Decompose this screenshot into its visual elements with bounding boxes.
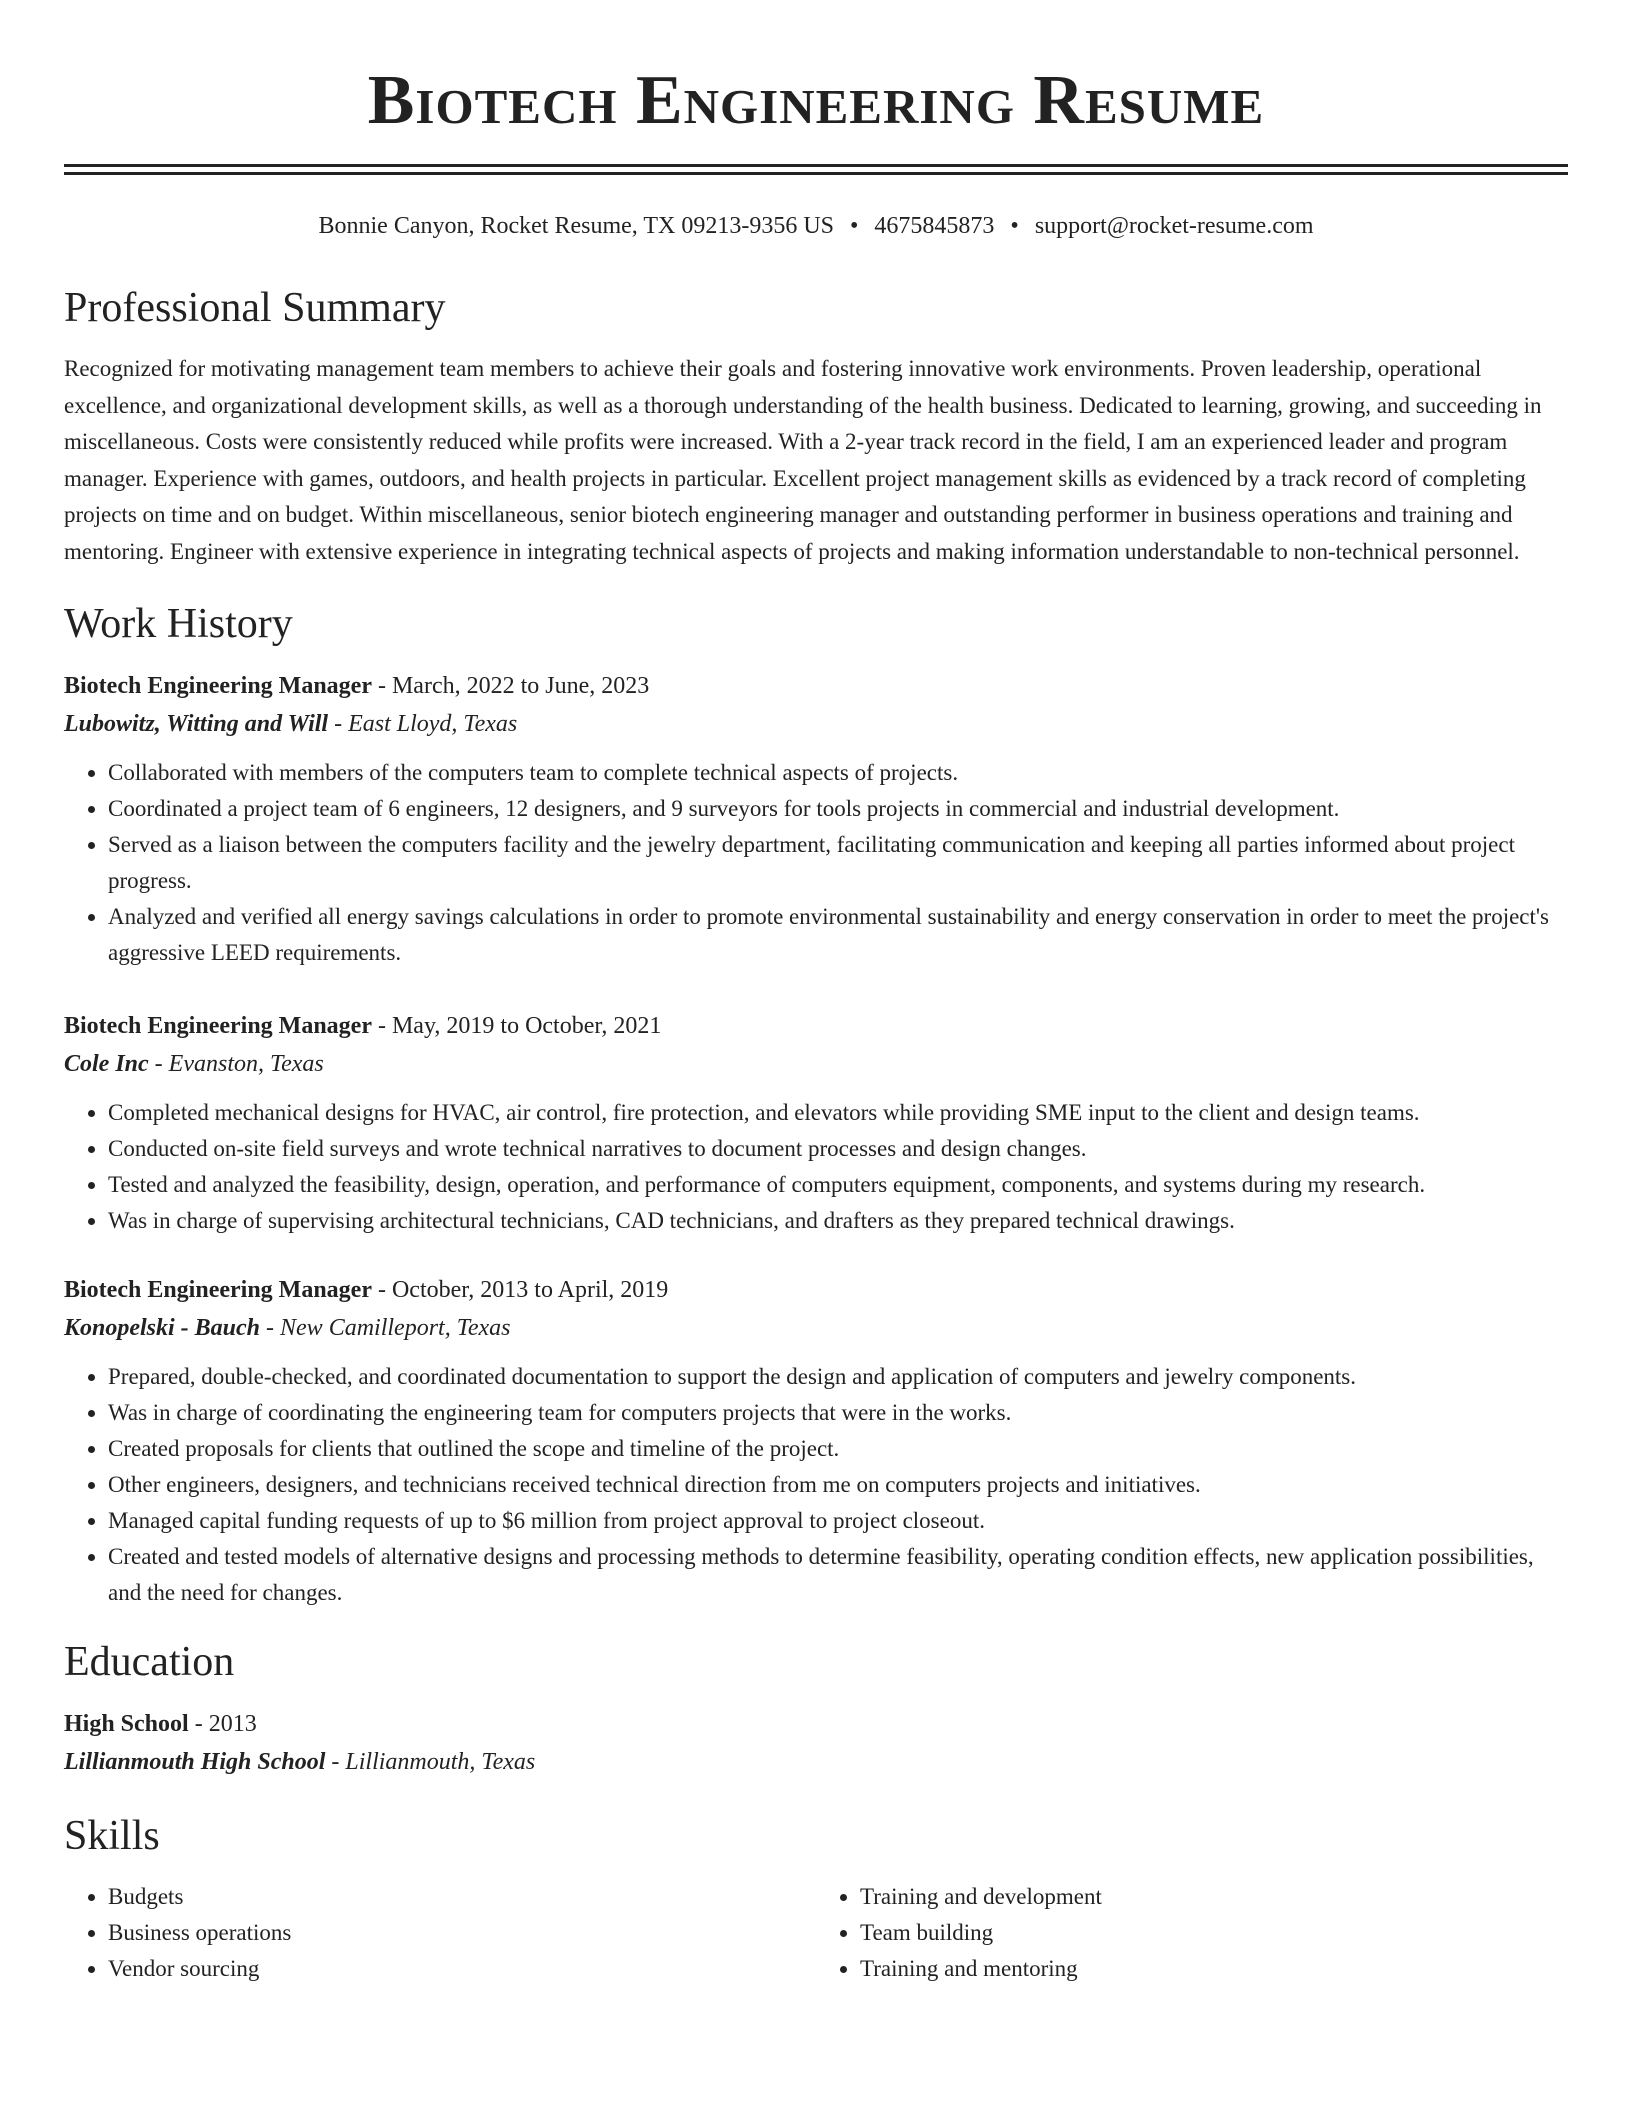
company-location: - East Lloyd, Texas — [328, 710, 518, 737]
job-bullets — [64, 1359, 1568, 1611]
contact-separator: • — [850, 213, 859, 239]
company-name: Konopelski - Bauch — [64, 1314, 261, 1341]
school-line — [64, 1743, 1568, 1781]
job-bullet: • Tested and analyzed the feasibility, design, operation, and performance of computers equipment, components, and systems during my research. — [108, 1167, 1568, 1203]
degree-line — [64, 1705, 1568, 1743]
skill-item: • Vendor sourcing — [108, 1951, 816, 1987]
resume-title: Biotech Engineering Resume — [367, 62, 1265, 139]
job-entry — [64, 667, 1568, 971]
job-dates: - October, 2013 to April, 2019 — [371, 1276, 669, 1303]
skill-item: • Training and mentoring — [860, 1951, 1568, 1987]
skill-item: • Team building — [860, 1915, 1568, 1951]
company-location: - New Camilleport, Texas — [260, 1314, 511, 1341]
contact-email: support@rocket-resume.com — [1034, 213, 1314, 239]
job-bullet: • Was in charge of supervising architectural technicians, CAD technicians, and drafters as they prepared technical drawings. — [108, 1203, 1568, 1239]
job-bullet: • Created proposals for clients that outlined the scope and timeline of the project. — [108, 1431, 1568, 1467]
job-bullet: • Was in charge of coordinating the engineering team for computers projects that were in the works. — [108, 1395, 1568, 1431]
job-bullet: • Conducted on-site field surveys and wrote technical narratives to document processes and design changes. — [108, 1131, 1568, 1167]
skills-list — [64, 1879, 1568, 1987]
job-bullet: • Analyzed and verified all energy savings calculations in order to promote environmental sustainability and energy conservation in order to meet the project's aggressive LEED requirements. — [108, 899, 1568, 971]
skill-item: • Training and development — [860, 1879, 1568, 1915]
education-entry — [64, 1705, 1568, 1781]
job-title-line — [64, 667, 1568, 705]
job-bullet: • Served as a liaison between the computers facility and the jewelry department, facilitating communication and keeping all parties informed about project progress. — [108, 827, 1568, 899]
skill-item: • Business operations — [108, 1915, 816, 1951]
degree: High School — [64, 1710, 189, 1737]
job-bullet: • Completed mechanical designs for HVAC, air control, fire protection, and elevators while providing SME input to the client and design teams. — [108, 1095, 1568, 1131]
skill-item: • Budgets — [108, 1879, 816, 1915]
job-title: Biotech Engineering Manager — [64, 1012, 372, 1039]
job-title: Biotech Engineering Manager — [64, 672, 372, 699]
school-name: Lillianmouth High School — [64, 1748, 326, 1775]
school-location: - Lillianmouth, Texas — [325, 1748, 536, 1775]
job-bullets — [64, 755, 1568, 971]
contact-phone: 4675845873 — [874, 213, 995, 239]
skills-column-right — [816, 1879, 1568, 1987]
job-title: Biotech Engineering Manager — [64, 1276, 372, 1303]
contact-separator: • — [1010, 213, 1019, 239]
contact-line — [64, 211, 1568, 241]
job-dates: - May, 2019 to October, 2021 — [371, 1012, 662, 1039]
job-bullet: • Managed capital funding requests of up to $6 million from project approval to project closeout. — [108, 1503, 1568, 1539]
company-location: - Evanston, Texas — [148, 1050, 324, 1077]
contact-address: Bonnie Canyon, Rocket Resume, TX 09213-9356 US — [318, 213, 835, 239]
job-bullet: • Collaborated with members of the computers team to complete technical aspects of projects. — [108, 755, 1568, 791]
job-entry — [64, 1271, 1568, 1611]
job-entry — [64, 1007, 1568, 1239]
job-bullet: • Other engineers, designers, and technicians received technical direction from me on computers projects and initiatives. — [108, 1467, 1568, 1503]
job-bullet: • Coordinated a project team of 6 engineers, 12 designers, and 9 surveyors for tools projects in commercial and industrial development. — [108, 791, 1568, 827]
company-line — [64, 1045, 1568, 1083]
work-history-heading: Work History — [64, 600, 293, 647]
title-divider — [64, 164, 1568, 175]
skills-column-left — [64, 1879, 816, 1987]
job-bullet: • Prepared, double-checked, and coordinated documentation to support the design and application of computers and jewelry components. — [108, 1359, 1568, 1395]
company-line — [64, 705, 1568, 743]
job-bullets — [64, 1095, 1568, 1239]
job-bullet: • Created and tested models of alternative designs and processing methods to determine feasibility, operating condition effects, new application possibilities, and the need for changes. — [108, 1539, 1568, 1611]
summary-heading: Professional Summary — [64, 285, 446, 331]
job-dates: - March, 2022 to June, 2023 — [371, 672, 650, 699]
graduation-year: - 2013 — [188, 1710, 257, 1737]
company-line — [64, 1309, 1568, 1347]
education-heading: Education — [64, 1638, 235, 1685]
company-name: Lubowitz, Witting and Will — [64, 710, 329, 737]
job-title-line — [64, 1007, 1568, 1045]
job-title-line — [64, 1271, 1568, 1309]
company-name: Cole Inc — [64, 1050, 149, 1077]
summary-text: Recognized for motivating management team members to achieve their goals and fostering innovative work environments. Proven leadership, operational excellence, and organizational development skills, as well as a thorough understanding of the health business. Dedicated to learning, growing, and succeeding in miscellaneous. Costs were consistently reduced while profits were increased. With a 2-year track record in the field, I am an experienced leader and program manager. Experience with games, outdoors, and health projects in particular. Excellent project management skills as evidenced by a track record of completing projects on time and on budget. Within miscellaneous, senior biotech engineering manager and outstanding performer in business operations and training and mentoring. Engineer with extensive experience in integrating technical aspects of projects and making information understandable to non-technical personnel. — [64, 356, 1542, 564]
skills-heading: Skills — [64, 1812, 160, 1859]
